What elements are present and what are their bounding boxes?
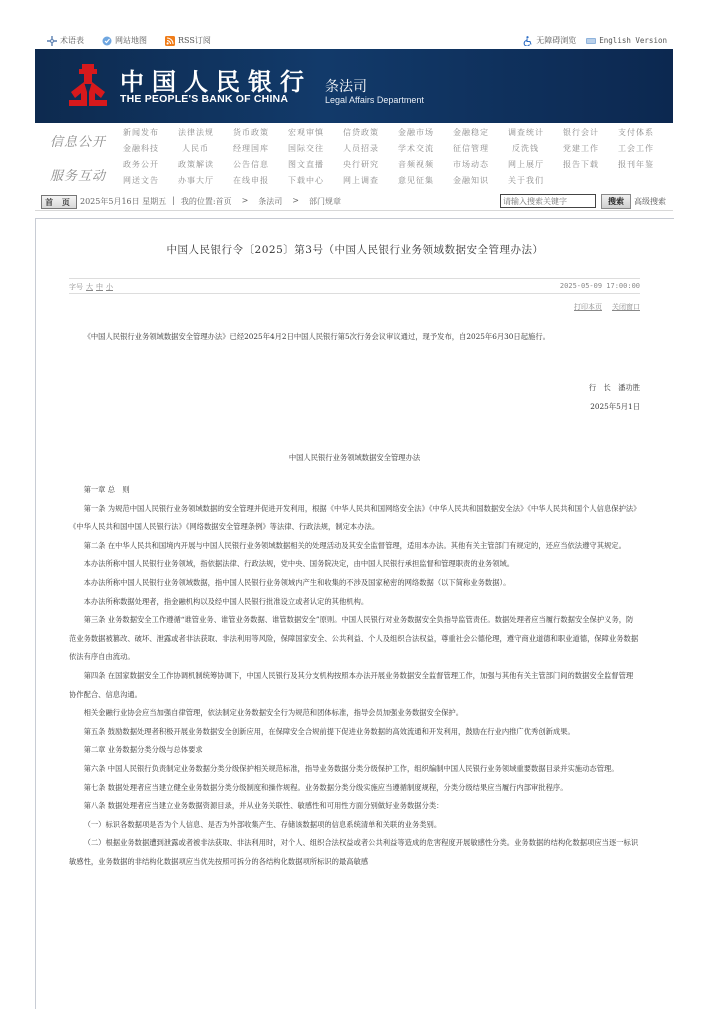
nav-row (123, 127, 673, 143)
nav-row (123, 159, 673, 175)
nav-row (123, 143, 673, 159)
nav-link[interactable]: 金融稳定 (453, 128, 489, 137)
nav-link[interactable]: 反洗钱 (512, 144, 539, 153)
breadcrumb-item[interactable]: 条法司 (258, 197, 283, 206)
nav-link[interactable]: 工会工作 (618, 144, 654, 153)
top-links-right (523, 35, 673, 46)
breadcrumb-arrow: > (292, 196, 299, 205)
site-banner (35, 49, 673, 123)
nav-link[interactable]: 意见征集 (398, 176, 434, 185)
nav-link[interactable]: 下载中心 (288, 176, 324, 185)
document-title: 中国人民银行业务领域数据安全管理办法 (288, 453, 421, 462)
article-paragraph: 第一条 为规范中国人民银行业务领域数据的安全管理并促进开发利用，根据《中华人民共和国网络安全法》《中华人民共和国数据安全法》《中华人民共和国个人信息保护法》《中华人民共和国中国人民银行法》《网络数据安全管理条例》等法律、行政法规，制定本办法。 (69, 503, 637, 532)
nav-link[interactable]: 公告信息 (233, 160, 269, 169)
nav-link[interactable]: 支付体系 (618, 128, 654, 137)
accessibility-link[interactable] (523, 35, 576, 46)
nav-link[interactable]: 货币政策 (233, 128, 269, 137)
font-size-small[interactable]: 小 (106, 283, 113, 291)
nav-link[interactable]: 金融科技 (123, 144, 159, 153)
nav-link[interactable]: 音频视频 (398, 160, 434, 169)
nav-link[interactable]: 征信管理 (453, 144, 489, 153)
bank-name-cn: 中国人民银行 (120, 67, 312, 96)
chapter-heading: 第一章 总 则 (83, 485, 130, 494)
nav-link[interactable]: 信贷政策 (343, 128, 379, 137)
current-date: 2025年5月16日 星期五 (80, 197, 167, 206)
nav-link[interactable]: 在线申报 (233, 176, 269, 185)
nav-link[interactable]: 网上调查 (343, 176, 379, 185)
article-paragraph: 相关金融行业协会应当加强自律管理，依法制定业务数据安全行为规范和团体标准，指导会员加强业务数据安全保护。 (83, 708, 464, 718)
article-paragraph: 第三条 业务数据安全工作遵循“谁管业务、谁管业务数据、谁管数据安全”原则。中国人民银行对业务数据安全负指导监管责任。数据处理者应当履行数据安全保护义务，防范业务数据被篡改、破坏、泄露或者非法获取、非法利用等风险，保障国家安全、公共利益、个人及组织合法权益，尊重社会公德伦理，遵守商业道德和职业道德，保障业务数据依法有序自由流动。 (69, 615, 639, 662)
article-paragraph: 第四条 在国家数据安全工作协调机制统筹协调下，中国人民银行及其分支机构按照本办法开展业务数据安全监督管理工作，加强与其他有关主管部门间的数据安全监督管理协作配合、信息沟通。 (69, 670, 634, 699)
article-paragraph: 本办法所称中国人民银行业务领域数据，指中国人民银行业务领域内产生和收集的不涉及国家秘密的网络数据（以下简称业务数据）。 (83, 577, 511, 587)
terms-label: 术语表 (60, 36, 84, 45)
nav-link[interactable]: 经理国库 (233, 144, 269, 153)
nav-link[interactable]: 网送文告 (123, 176, 159, 185)
nav-link[interactable]: 调查统计 (508, 128, 544, 137)
sign-date: 2025年5月1日 (590, 401, 640, 411)
bank-name-en: THE PEOPLE'S BANK OF CHINA (120, 93, 289, 105)
article-meta (69, 278, 640, 294)
home-button[interactable]: 首 页 (41, 195, 77, 209)
font-size-large[interactable]: 大 (86, 283, 93, 291)
nav-link[interactable]: 图文直播 (288, 160, 324, 169)
nav-link[interactable]: 人员招录 (343, 144, 379, 153)
sitemap-label: 网站地图 (115, 36, 147, 45)
article-title: 中国人民银行令〔2025〕第3号（中国人民银行业务领域数据安全管理办法） (166, 244, 544, 256)
article-paragraph: 第八条 数据处理者应当建立业务数据资源目录，并从业务关联性、敏感性和可用性方面分别做好业务数据分类： (83, 801, 444, 811)
breadcrumb (80, 196, 341, 207)
nav-category-info-disclosure: 信息公开 (50, 135, 107, 150)
breadcrumb-location[interactable]: 我的位置:首页 (180, 197, 232, 206)
article-panel (35, 218, 674, 1009)
article-paragraph: 第五条 鼓励数据处理者积极开展业务数据安全创新应用，在保障安全合规前提下促进业务数据的高效流通和开发利用，鼓励在行业内推广优秀创新成果。 (83, 726, 575, 736)
terms-icon (47, 36, 57, 46)
article-body (69, 481, 640, 871)
breadcrumb-bar (35, 193, 673, 211)
english-icon (586, 36, 596, 46)
sitemap-icon (102, 36, 112, 46)
nav-link[interactable]: 学术交流 (398, 144, 434, 153)
article-paragraph: 第七条 数据处理者应当建立健全业务数据分类分级制度和操作规程。业务数据分类分级实施应当遵循制度规程，分类分级结果应当履行内部审批程序。 (83, 782, 568, 792)
search-input[interactable] (500, 194, 596, 208)
article-paragraph: 第六条 中国人民银行负责制定业务数据分类分级保护相关规范标准，指导业务数据分类分级保护工作，组织编制中国人民银行业务领域重要数据目录并实施动态管理。 (83, 763, 619, 773)
pboc-logo-icon (67, 62, 109, 108)
english-link[interactable] (586, 36, 667, 46)
terms-link[interactable] (47, 35, 84, 46)
accessibility-icon (523, 36, 533, 46)
main-navigation (35, 123, 673, 193)
nav-link[interactable]: 人民币 (182, 144, 209, 153)
nav-link[interactable]: 政策解读 (178, 160, 214, 169)
intro-paragraph: 《中国人民银行业务领域数据安全管理办法》已经2025年4月2日中国人民银行第5次行务会议审议通过，现予发布，自2025年6月30日起施行。 (83, 332, 550, 341)
search-button[interactable]: 搜索 (601, 194, 631, 209)
close-window-link[interactable]: 关闭窗口 (612, 303, 640, 311)
advanced-search-link[interactable]: 高级搜索 (634, 197, 666, 206)
article-paragraph: （二）根据业务数据遭到泄露或者被非法获取、非法利用时，对个人、组织合法权益或者公共利益等造成的危害程度开展敏感性分类。业务数据的结构化数据项应当逐一标识敏感性，业务数据的非结构化数据项应当优先按照可拆分的各结构化数据项所标识的最高敏感 (69, 838, 639, 866)
nav-row (123, 175, 673, 191)
sitemap-link[interactable] (102, 35, 147, 46)
article-intro-block (69, 328, 640, 347)
nav-link[interactable]: 报告下载 (563, 160, 599, 169)
nav-link[interactable]: 金融市场 (398, 128, 434, 137)
breadcrumb-item[interactable]: 部门规章 (308, 197, 341, 206)
breadcrumb-separator: | (172, 196, 175, 205)
nav-link[interactable]: 新闻发布 (123, 128, 159, 137)
english-label: English Version (599, 36, 667, 45)
dept-name-cn: 条法司 (325, 79, 367, 95)
nav-link[interactable]: 国际交往 (288, 144, 324, 153)
nav-link[interactable]: 宏观审慎 (288, 128, 324, 137)
font-size-label: 字号 (69, 283, 83, 291)
nav-link[interactable]: 央行研究 (343, 160, 379, 169)
article-paragraph: （一）标识各数据项是否为个人信息、是否为外部收集产生、存储该数据项的信息系统清单和关联的业务类别。 (83, 819, 442, 829)
publish-datetime: 2025-05-09 17:00:00 (559, 282, 640, 290)
signature-block (69, 379, 640, 416)
rss-icon (165, 36, 175, 46)
breadcrumb-arrow: > (241, 196, 249, 205)
font-size-controls (69, 282, 113, 292)
nav-link[interactable]: 党建工作 (563, 144, 599, 153)
font-size-medium[interactable]: 中 (96, 283, 103, 291)
accessibility-label: 无障碍浏览 (536, 36, 577, 45)
article-paragraph: 第二条 在中华人民共和国境内开展与中国人民银行业务领域数据相关的处理活动及其安全监督管理，适用本办法。其他有关主管部门有规定的，还应当依法遵守其规定。 (83, 540, 626, 550)
nav-link[interactable]: 市场动态 (453, 160, 489, 169)
nav-link[interactable]: 报刊年鉴 (618, 160, 654, 169)
nav-grid (123, 127, 673, 191)
article-paragraph: 本办法所称中国人民银行业务领域，指依据法律、行政法规，党中央、国务院决定，由中国人民银行承担监督和管理职责的业务领域。 (83, 559, 515, 569)
nav-link[interactable]: 银行会计 (563, 128, 599, 137)
top-links-left (47, 35, 225, 46)
rss-link[interactable] (165, 35, 211, 46)
article-paragraph: 本办法所称数据处理者，指金融机构以及经中国人民银行批准设立或者认定的其他机构。 (83, 596, 369, 606)
chapter-heading: 第二章 业务数据分类分级与总体要求 (83, 745, 203, 755)
rss-label: RSS订阅 (178, 36, 211, 45)
nav-link[interactable]: 关于我们 (508, 176, 544, 185)
article-actions (574, 302, 640, 312)
nav-link[interactable]: 金融知识 (453, 176, 489, 185)
signer: 行 长 潘功胜 (588, 383, 640, 392)
nav-link[interactable]: 办事大厅 (178, 176, 214, 185)
dept-name-en: Legal Affairs Department (325, 95, 424, 105)
top-utility-bar (35, 33, 673, 49)
print-page-link[interactable]: 打印本页 (574, 303, 602, 311)
nav-link[interactable]: 政务公开 (123, 160, 159, 169)
nav-category-service-interaction: 服务互动 (50, 169, 107, 184)
nav-link[interactable]: 法律法规 (178, 128, 214, 137)
nav-link[interactable]: 网上展厅 (508, 160, 544, 169)
